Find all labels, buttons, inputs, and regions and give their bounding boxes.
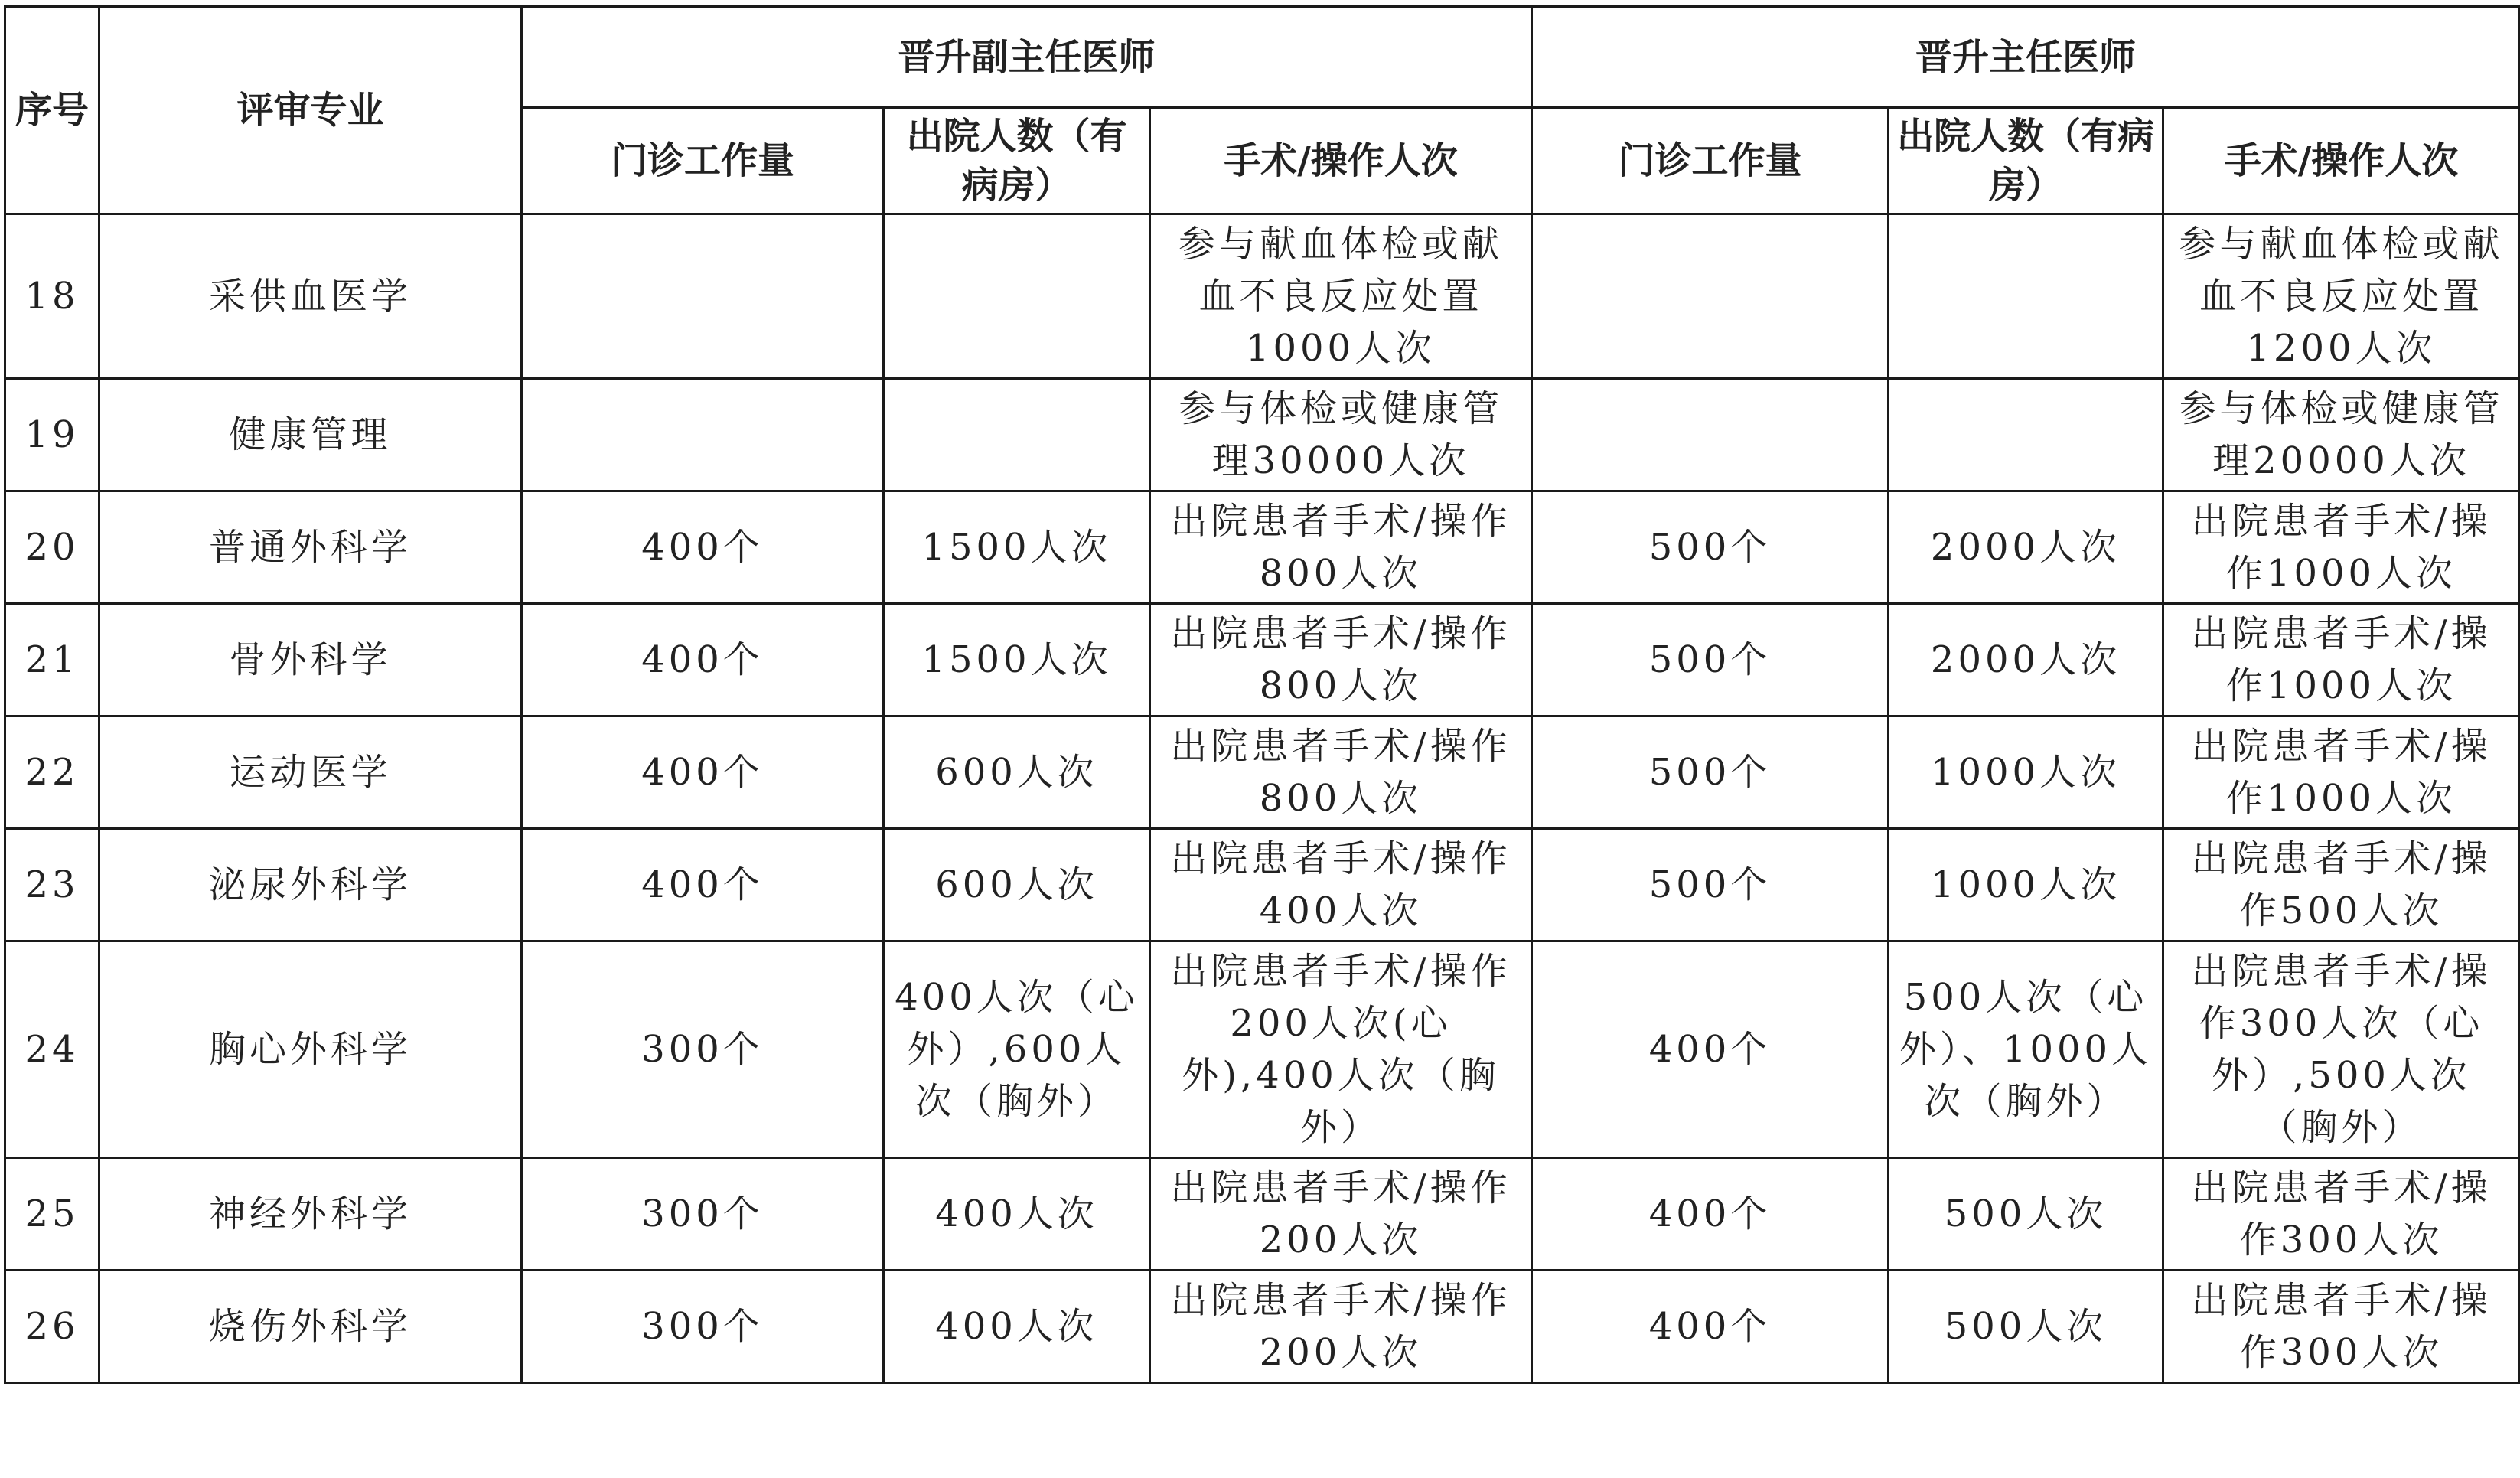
major-header: 评审专业 bbox=[99, 7, 522, 214]
deputy-surgery-cell: 参与体检或健康管理30000人次 bbox=[1150, 379, 1532, 491]
row-number-cell: 22 bbox=[5, 716, 99, 829]
row-number-cell: 20 bbox=[5, 491, 99, 604]
table-row bbox=[5, 941, 2520, 1158]
table-row bbox=[5, 1158, 2520, 1271]
row-number-cell: 26 bbox=[5, 1271, 99, 1383]
chief-discharge-cell: 500人次（心外）、1000人次（胸外） bbox=[1889, 941, 2163, 1158]
deputy-surgery-cell: 参与献血体检或献血不良反应处置1000人次 bbox=[1150, 214, 1532, 379]
deputy-discharge-cell bbox=[884, 379, 1150, 491]
deputy-surgery-cell: 出院患者手术/操作800人次 bbox=[1150, 491, 1532, 604]
deputy-surgery-cell: 出院患者手术/操作200人次 bbox=[1150, 1271, 1532, 1383]
chief-discharge-cell: 2000人次 bbox=[1889, 491, 2163, 604]
specialty-cell: 运动医学 bbox=[99, 716, 522, 829]
chief-outpatient-cell: 500个 bbox=[1532, 716, 1889, 829]
deputy-discharge-cell: 400人次（心外）,600人次（胸外） bbox=[884, 941, 1150, 1158]
chief-discharge-cell bbox=[1889, 379, 2163, 491]
chief-discharge-cell: 2000人次 bbox=[1889, 604, 2163, 716]
specialty-cell: 采供血医学 bbox=[99, 214, 522, 379]
deputy-group-header: 晋升副主任医师 bbox=[522, 7, 1532, 108]
table-row bbox=[5, 604, 2520, 716]
chief-discharge-header: 出院人数（有病房） bbox=[1889, 108, 2163, 214]
deputy-surgery-cell: 出院患者手术/操作200人次 bbox=[1150, 1158, 1532, 1271]
deputy-outpatient-cell: 400个 bbox=[522, 604, 884, 716]
chief-surgery-cell: 出院患者手术/操作1000人次 bbox=[2163, 716, 2520, 829]
table-row bbox=[5, 214, 2520, 379]
deputy-discharge-cell: 1500人次 bbox=[884, 491, 1150, 604]
chief-surgery-header: 手术/操作人次 bbox=[2163, 108, 2520, 214]
chief-outpatient-cell: 400个 bbox=[1532, 1271, 1889, 1383]
row-number-cell: 23 bbox=[5, 829, 99, 941]
requirements-table bbox=[4, 5, 2520, 1384]
deputy-discharge-cell: 600人次 bbox=[884, 829, 1150, 941]
chief-discharge-cell: 1000人次 bbox=[1889, 829, 2163, 941]
deputy-discharge-cell: 400人次 bbox=[884, 1271, 1150, 1383]
deputy-outpatient-cell: 400个 bbox=[522, 491, 884, 604]
table-row bbox=[5, 1271, 2520, 1383]
deputy-outpatient-cell: 300个 bbox=[522, 1158, 884, 1271]
row-number-cell: 18 bbox=[5, 214, 99, 379]
chief-outpatient-cell: 500个 bbox=[1532, 491, 1889, 604]
chief-surgery-cell: 参与体检或健康管理20000人次 bbox=[2163, 379, 2520, 491]
specialty-cell: 骨外科学 bbox=[99, 604, 522, 716]
chief-surgery-cell: 出院患者手术/操作1000人次 bbox=[2163, 491, 2520, 604]
specialty-cell: 烧伤外科学 bbox=[99, 1271, 522, 1383]
seq-header: 序号 bbox=[5, 7, 99, 214]
chief-discharge-cell bbox=[1889, 214, 2163, 379]
chief-surgery-cell: 出院患者手术/操作300人次（心外）,500人次（胸外） bbox=[2163, 941, 2520, 1158]
chief-surgery-cell: 出院患者手术/操作300人次 bbox=[2163, 1158, 2520, 1271]
chief-surgery-cell: 参与献血体检或献血不良反应处置1200人次 bbox=[2163, 214, 2520, 379]
deputy-outpatient-cell: 300个 bbox=[522, 941, 884, 1158]
deputy-discharge-cell: 600人次 bbox=[884, 716, 1150, 829]
chief-discharge-cell: 500人次 bbox=[1889, 1271, 2163, 1383]
chief-group-header: 晋升主任医师 bbox=[1532, 7, 2520, 108]
chief-discharge-cell: 1000人次 bbox=[1889, 716, 2163, 829]
chief-outpatient-cell: 500个 bbox=[1532, 829, 1889, 941]
chief-outpatient-cell bbox=[1532, 379, 1889, 491]
specialty-cell: 神经外科学 bbox=[99, 1158, 522, 1271]
deputy-surgery-cell: 出院患者手术/操作800人次 bbox=[1150, 716, 1532, 829]
chief-outpatient-cell bbox=[1532, 214, 1889, 379]
specialty-cell: 泌尿外科学 bbox=[99, 829, 522, 941]
row-number-cell: 24 bbox=[5, 941, 99, 1158]
deputy-discharge-cell: 400人次 bbox=[884, 1158, 1150, 1271]
chief-discharge-cell: 500人次 bbox=[1889, 1158, 2163, 1271]
deputy-surgery-cell: 出院患者手术/操作400人次 bbox=[1150, 829, 1532, 941]
deputy-discharge-cell: 1500人次 bbox=[884, 604, 1150, 716]
table-row bbox=[5, 829, 2520, 941]
deputy-outpatient-cell: 400个 bbox=[522, 716, 884, 829]
deputy-surgery-cell: 出院患者手术/操作800人次 bbox=[1150, 604, 1532, 716]
row-number-cell: 19 bbox=[5, 379, 99, 491]
deputy-surgery-cell: 出院患者手术/操作200人次(心外),400人次（胸外） bbox=[1150, 941, 1532, 1158]
table-row bbox=[5, 716, 2520, 829]
specialty-cell: 普通外科学 bbox=[99, 491, 522, 604]
table-row bbox=[5, 379, 2520, 491]
row-number-cell: 25 bbox=[5, 1158, 99, 1271]
table-row bbox=[5, 491, 2520, 604]
chief-outpatient-cell: 400个 bbox=[1532, 1158, 1889, 1271]
specialty-cell: 健康管理 bbox=[99, 379, 522, 491]
deputy-outpatient-cell bbox=[522, 379, 884, 491]
deputy-outpatient-cell: 400个 bbox=[522, 829, 884, 941]
specialty-cell: 胸心外科学 bbox=[99, 941, 522, 1158]
header-row-groups bbox=[5, 7, 2520, 108]
deputy-surgery-header: 手术/操作人次 bbox=[1150, 108, 1532, 214]
chief-surgery-cell: 出院患者手术/操作1000人次 bbox=[2163, 604, 2520, 716]
row-number-cell: 21 bbox=[5, 604, 99, 716]
chief-outpatient-header: 门诊工作量 bbox=[1532, 108, 1889, 214]
chief-outpatient-cell: 400个 bbox=[1532, 941, 1889, 1158]
deputy-outpatient-cell bbox=[522, 214, 884, 379]
chief-surgery-cell: 出院患者手术/操作300人次 bbox=[2163, 1271, 2520, 1383]
deputy-outpatient-cell: 300个 bbox=[522, 1271, 884, 1383]
deputy-discharge-cell bbox=[884, 214, 1150, 379]
table-body bbox=[5, 214, 2520, 1383]
chief-outpatient-cell: 500个 bbox=[1532, 604, 1889, 716]
deputy-discharge-header: 出院人数（有病房） bbox=[884, 108, 1150, 214]
chief-surgery-cell: 出院患者手术/操作500人次 bbox=[2163, 829, 2520, 941]
deputy-outpatient-header: 门诊工作量 bbox=[522, 108, 884, 214]
